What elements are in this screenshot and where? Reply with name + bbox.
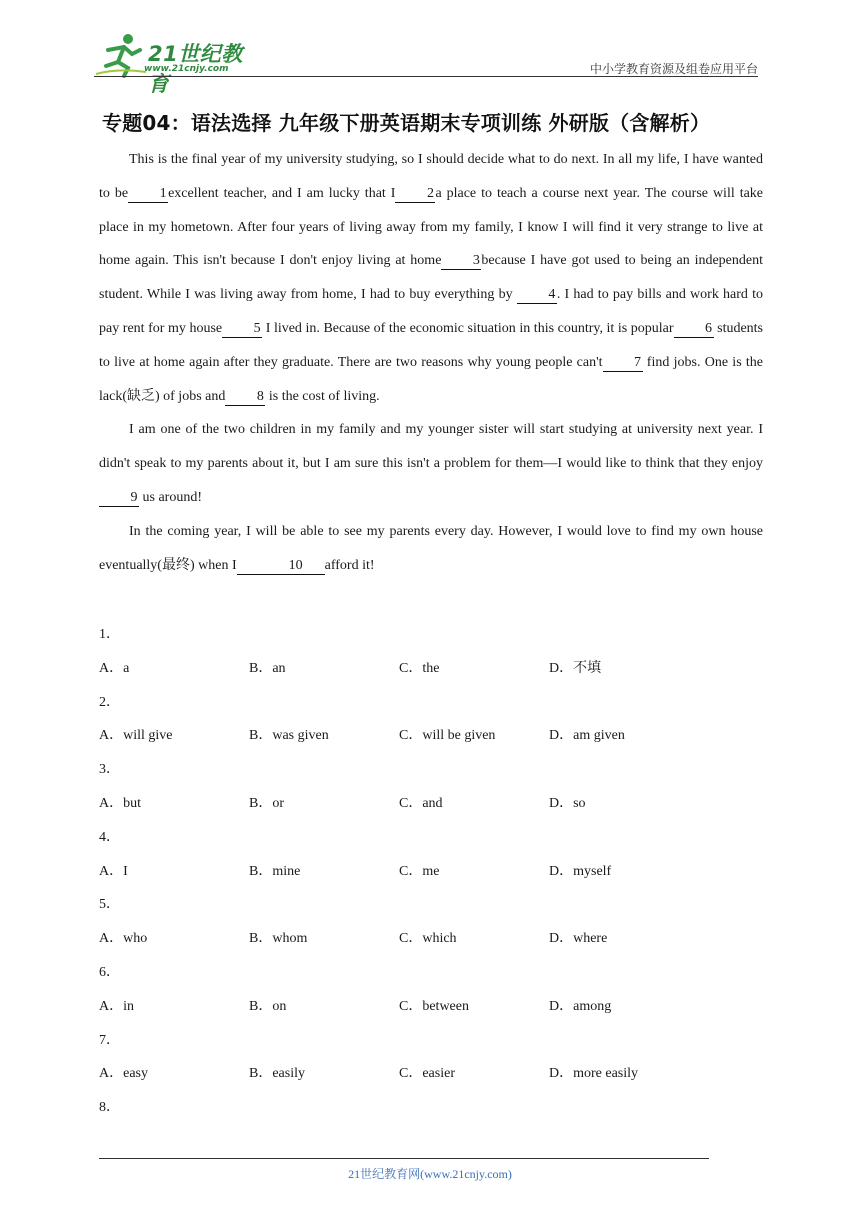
passage-text: excellent teacher, and I am lucky that I [168,185,396,201]
question-number: 5． [99,897,120,913]
header-divider [94,76,758,77]
answer-option[interactable]: D．myself [549,863,612,879]
answer-option[interactable]: D．am given [549,728,625,744]
logo-url: www.21cnjy.com [144,64,229,74]
answer-option[interactable]: C．me [399,863,440,879]
passage-text: I am one of the two children in my family and my younger sister will start studying at university next year. I didn't speak to my parents about it, but I am sure this isn't a problem for them—I would like to think that they enjoy [99,422,763,472]
answer-option[interactable]: B．or [249,795,284,811]
answer-option[interactable]: A．in [99,998,134,1014]
answer-option[interactable]: C．will be given [399,728,496,744]
question-number: 4． [99,829,120,845]
footer-divider [99,1158,709,1159]
answer-option[interactable]: A．a [99,660,130,676]
passage-text: is the cost of living. [265,388,380,404]
answer-blank: 7 [603,355,643,372]
option-row [99,855,763,889]
answer-option[interactable]: A．but [99,795,141,811]
cloze-passage [99,143,763,582]
passage-text: a place to teach a course next year. The course will take place in my hometown. After four years of living away from my family, I know I will find it very strange to live at home again. This isn't because I don't enjoy living at home [99,185,764,269]
answer-blank: 3 [441,253,481,270]
page-header [94,30,758,96]
question-number: 8． [99,1100,120,1116]
logo-text: 21世纪教育 [148,42,243,96]
passage-text: This is the final year of my university studying, so I should decide what to do next. In all my life, I have wanted to be [99,152,763,201]
option-row [99,652,763,686]
passage-text: In the coming year, I will be able to see my parents every day. However, I would love to find my own house eventually(最终) when I [99,523,763,573]
option-row [99,922,763,956]
runner-logo-icon [94,30,148,78]
site-logo[interactable] [94,30,264,96]
passage-paragraph-3 [99,515,763,583]
answer-option[interactable]: B．on [249,998,287,1014]
answer-blank: 1 [128,186,168,203]
answer-option[interactable]: D．more easily [549,1066,639,1082]
answer-option[interactable]: D．不填 [549,660,602,676]
passage-text: afford it! [324,557,375,573]
answer-option[interactable]: B．whom [249,931,308,947]
answer-blank: 4 [517,287,557,304]
option-row [99,1057,763,1091]
answer-option[interactable]: B．easily [249,1066,305,1082]
option-row [99,787,763,821]
passage-paragraph-2 [99,413,763,514]
passage-text: I lived in. Because of the economic situation in this country, it is popular [262,320,674,336]
answer-option[interactable]: A．easy [99,1066,148,1082]
platform-name: 中小学教育资源及组卷应用平台 [589,62,758,76]
answer-option[interactable]: A．I [99,863,128,879]
page-title: 专题04：语法选择 九年级下册英语期末专项训练 外研版（含解析） [102,111,711,135]
passage-text: . I had to pay bills and work hard to pay rent for my house [99,287,763,336]
answer-option[interactable]: C．the [399,660,440,676]
answer-blank: 9 [99,490,139,507]
answer-option[interactable]: C．easier [399,1066,455,1082]
answer-option[interactable]: B．mine [249,863,301,879]
question-list [99,618,763,1125]
answer-option[interactable]: C．which [399,931,457,947]
answer-blank: 6 [674,321,714,338]
passage-paragraph-1 [99,143,763,413]
answer-blank: 10 [237,558,325,575]
passage-text: students to live at home again after they graduate. There are two reasons why young people can't [99,320,764,370]
answer-blank: 2 [395,186,435,203]
answer-blank: 5 [222,321,262,338]
answer-option[interactable]: C．and [399,795,443,811]
question-number: 2． [99,694,120,710]
answer-blank: 8 [225,389,265,406]
answer-option[interactable]: B．an [249,660,286,676]
answer-option[interactable]: D．so [549,795,586,811]
option-row [99,990,763,1024]
passage-text: because I have got used to being an independent student. While I was living away from home, I had to buy everything by [99,253,763,303]
question-number: 6． [99,964,120,980]
answer-option[interactable]: B．was given [249,728,329,744]
answer-option[interactable]: D．where [549,931,608,947]
answer-option[interactable]: A．who [99,931,148,947]
passage-text: find jobs. One is the lack(缺乏) of jobs and [99,354,764,404]
answer-option[interactable]: D．among [549,998,612,1014]
answer-option[interactable]: C．between [399,998,469,1014]
passage-text: us around! [139,489,202,505]
question-number: 1． [99,627,120,642]
question-number: 3． [99,762,120,778]
question-number: 7． [99,1032,120,1048]
answer-option[interactable]: A．will give [99,728,173,744]
footer-text[interactable]: 21世纪教育网(www.21cnjy.com) [348,1167,512,1181]
option-row [99,719,763,753]
